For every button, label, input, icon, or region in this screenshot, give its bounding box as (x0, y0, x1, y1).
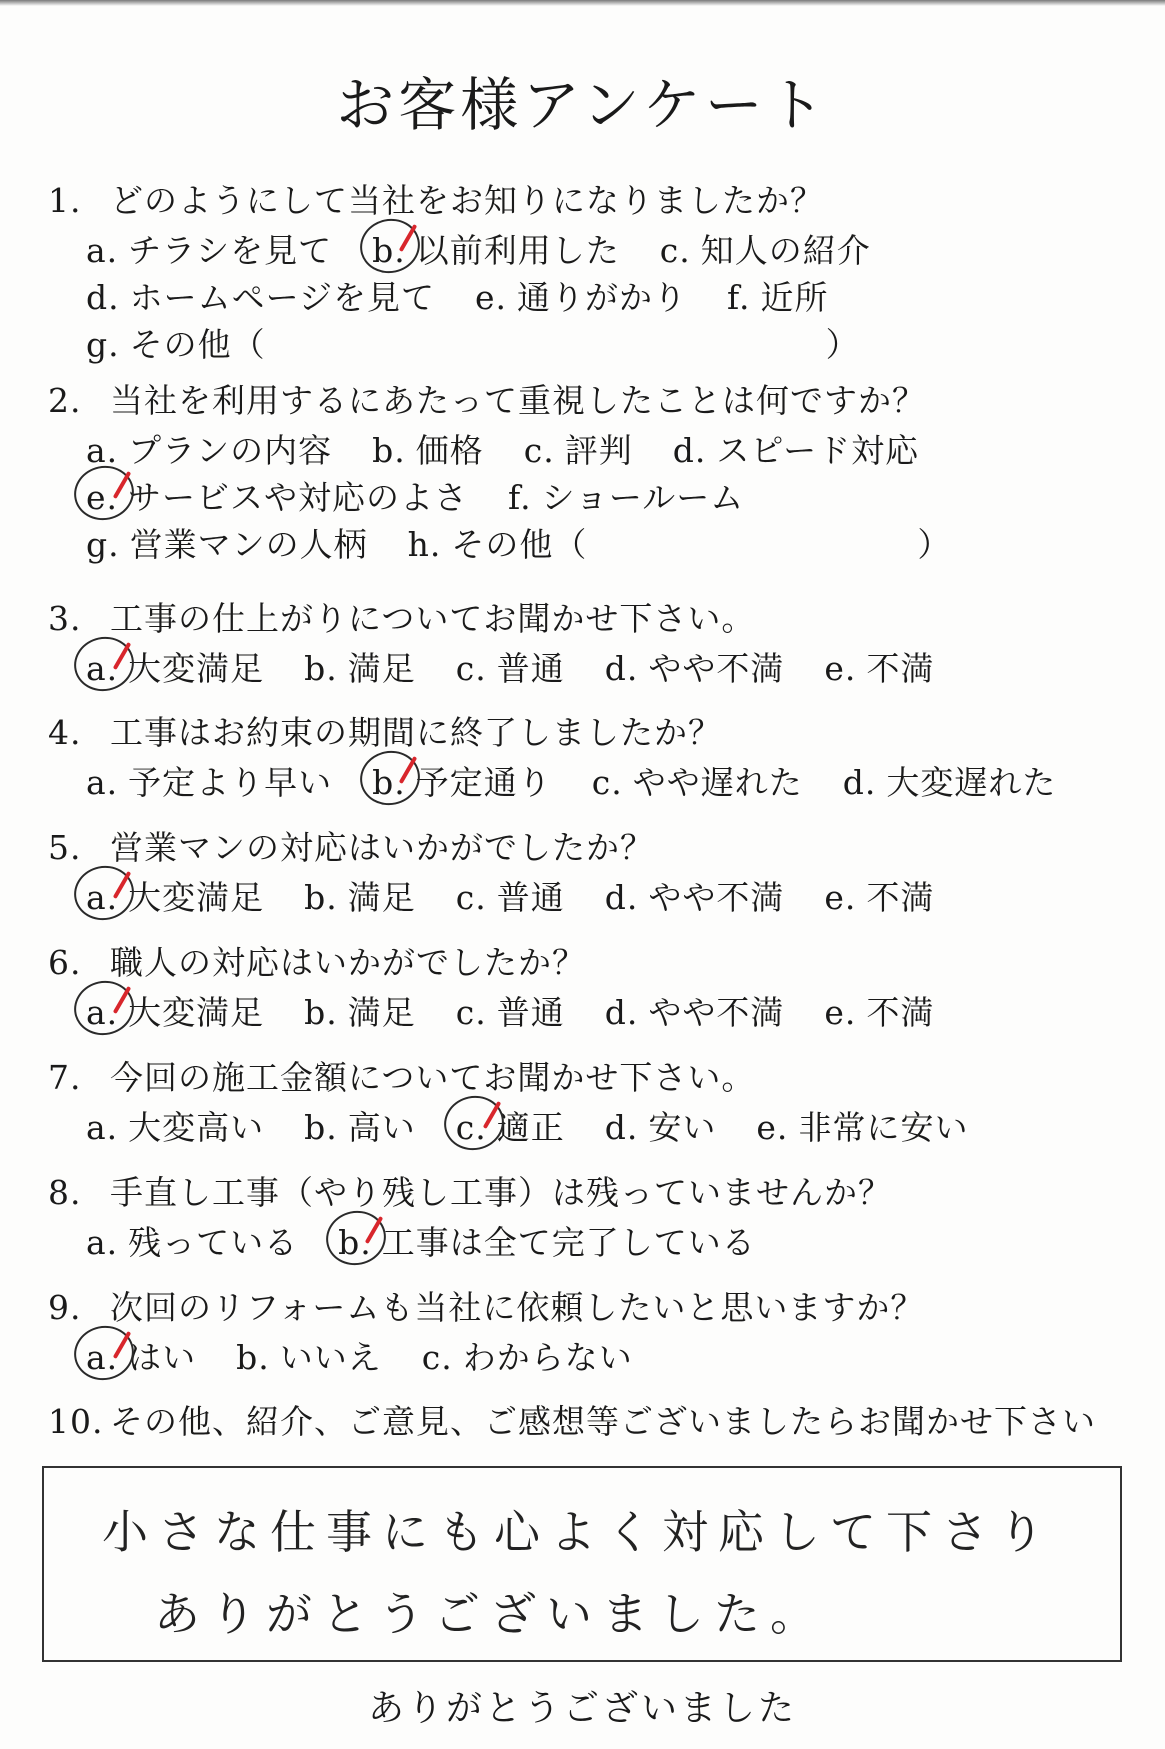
option-letter: c. (591, 763, 623, 802)
option[interactable] (660, 225, 871, 272)
option-letter: h. (407, 525, 442, 564)
option-label: 価格 (415, 431, 484, 470)
question-number: 4. (48, 713, 82, 752)
option[interactable] (86, 519, 368, 566)
option-label: サービスや対応のよさ (128, 478, 469, 517)
option[interactable] (86, 225, 332, 272)
question-text: 手直し工事（やり残し工事）は残っていませんか？ (110, 1173, 892, 1212)
option-letter: a. (86, 1108, 119, 1147)
option-selected[interactable] (86, 643, 264, 690)
option[interactable] (372, 425, 484, 472)
option-letter: a. (86, 1223, 119, 1262)
option-label: 高い (347, 1108, 416, 1147)
option-row (86, 319, 900, 366)
option-letter: b. (372, 431, 406, 470)
option-label: 工事は全て完了している (381, 1223, 756, 1262)
option-letter: b. (236, 1338, 270, 1377)
option-label: 適正 (496, 1108, 565, 1147)
option-letter: d. (604, 649, 639, 688)
option[interactable] (605, 872, 785, 919)
question-7 (48, 1052, 755, 1099)
option-row (86, 472, 784, 519)
option-letter: d. (604, 1108, 639, 1147)
option-label: 営業マンの人柄 (129, 525, 368, 564)
thank-you-footer: ありがとうございました (367, 1688, 797, 1729)
option-label: その他（ (129, 325, 266, 364)
question-10 (48, 1396, 1096, 1443)
question-6 (48, 937, 586, 984)
option-label: わからない (462, 1338, 633, 1377)
option[interactable] (824, 872, 934, 919)
question-number: 3. (48, 599, 82, 638)
option-letter: c. (455, 993, 487, 1032)
option[interactable] (824, 987, 934, 1034)
option-letter: a. (86, 431, 119, 470)
question-text: 職人の対応はいかがでしたか？ (110, 943, 586, 982)
option-row (86, 425, 959, 472)
option-row (86, 757, 1096, 804)
option-selected[interactable] (86, 987, 264, 1034)
option-selected[interactable] (86, 1332, 196, 1379)
option[interactable] (824, 643, 934, 690)
question-2 (48, 375, 926, 422)
scan-edge (0, 0, 1165, 6)
option-letter: a. (86, 649, 119, 688)
option-label: ショールーム (541, 478, 745, 517)
handwritten-comment-line-1: 小さな仕事にも心よく対応して下さり (102, 1505, 1054, 1559)
option-selected[interactable] (456, 1102, 565, 1149)
option[interactable] (86, 757, 332, 804)
option-letter: f. (508, 478, 532, 517)
option-letter: d. (86, 278, 120, 317)
option-label: 大変遅れた (886, 763, 1057, 802)
question-number: 1. (48, 181, 82, 220)
option-label: いいえ (279, 1338, 382, 1377)
option-letter: b. (372, 231, 406, 270)
option-label: 予定より早い (128, 763, 333, 802)
option[interactable] (304, 987, 416, 1034)
option[interactable] (86, 1217, 298, 1264)
question-text: 次回のリフォームも当社に依頼したいと思いますか？ (110, 1288, 925, 1327)
question-text: 工事の仕上がりについてお聞かせ下さい。 (110, 599, 756, 638)
option-letter: e. (824, 878, 857, 917)
option-letter: b. (304, 993, 338, 1032)
option-letter: c. (455, 1108, 487, 1147)
option-row (86, 872, 974, 919)
option-letter: d. (842, 763, 877, 802)
close-paren: ） (917, 525, 952, 564)
question-3 (48, 593, 755, 640)
comment-box[interactable] (42, 1466, 1122, 1662)
option-row (86, 643, 974, 690)
option-row (86, 987, 974, 1034)
option-letter: d. (672, 431, 707, 470)
option[interactable] (592, 757, 803, 804)
page-title: お客様アンケート (336, 71, 829, 139)
option[interactable] (475, 272, 687, 319)
question-9 (48, 1282, 924, 1329)
option[interactable] (605, 643, 785, 690)
option-label: 大変満足 (128, 993, 265, 1032)
option-label: スピード対応 (716, 431, 920, 470)
option-label: 不満 (866, 649, 935, 688)
option[interactable] (304, 643, 416, 690)
option[interactable] (86, 425, 332, 472)
question-number: 10. (48, 1402, 104, 1441)
option-label: 満足 (347, 649, 416, 688)
option[interactable] (236, 1332, 382, 1379)
option[interactable] (456, 987, 565, 1034)
option-label: 大変高い (128, 1108, 265, 1147)
option-label: 以前利用した (415, 231, 620, 270)
option[interactable] (605, 987, 785, 1034)
option[interactable] (408, 519, 952, 566)
option[interactable] (304, 872, 416, 919)
option-label: チラシを見て (128, 231, 333, 270)
option-letter: g. (86, 525, 120, 564)
option-selected[interactable] (372, 225, 620, 272)
question-4 (48, 707, 722, 754)
question-text: 当社を利用するにあたって重視したことは何ですか？ (110, 381, 926, 420)
option-row (86, 272, 869, 319)
option-label: 予定通り (415, 763, 552, 802)
option[interactable] (843, 757, 1057, 804)
question-5 (48, 822, 654, 869)
option[interactable] (524, 425, 633, 472)
option-letter: b. (304, 649, 338, 688)
option[interactable] (304, 1102, 416, 1149)
option-selected[interactable] (86, 872, 264, 919)
option-label: やや不満 (648, 878, 785, 917)
option-label: やや不満 (648, 993, 785, 1032)
option-label: はい (128, 1338, 197, 1377)
option-label: 残っている (128, 1223, 299, 1262)
option[interactable] (422, 1332, 633, 1379)
option-letter: c. (455, 878, 487, 917)
option-selected[interactable] (372, 757, 552, 804)
option-letter: b. (304, 1108, 338, 1147)
option-letter: c. (659, 231, 691, 270)
option-label: プランの内容 (128, 431, 333, 470)
option-letter: e. (86, 478, 119, 517)
option-label: 通りがかり (517, 278, 687, 317)
option-row (86, 1102, 1008, 1149)
option[interactable] (756, 1102, 968, 1149)
question-text: 工事はお約束の期間に終了しましたか？ (110, 713, 722, 752)
question-text: 今回の施工金額についてお聞かせ下さい。 (110, 1058, 756, 1097)
question-number: 8. (48, 1173, 82, 1212)
option-label: 評判 (564, 431, 633, 470)
question-number: 6. (48, 943, 82, 982)
option[interactable] (508, 472, 744, 519)
close-paren: ） (825, 325, 860, 364)
option-label: 近所 (760, 278, 829, 317)
option-selected[interactable] (86, 472, 468, 519)
option-label: 普通 (496, 993, 565, 1032)
option-label: 満足 (347, 878, 416, 917)
option[interactable] (86, 1102, 264, 1149)
option-label: 満足 (347, 993, 416, 1032)
option-label: 大変満足 (128, 649, 265, 688)
option-row (86, 225, 911, 272)
option[interactable] (456, 643, 565, 690)
question-8 (48, 1167, 892, 1214)
option-letter: f. (727, 278, 751, 317)
option-letter: c. (421, 1338, 453, 1377)
option[interactable] (86, 319, 860, 366)
question-number: 7. (48, 1058, 82, 1097)
option[interactable] (605, 1102, 717, 1149)
question-text: どのようにして当社をお知りになりましたか？ (110, 181, 824, 220)
option-letter: a. (86, 993, 119, 1032)
question-text: その他、紹介、ご意見、ご感想等ございましたらお聞かせ下さい (110, 1402, 1096, 1441)
option-letter: a. (86, 763, 119, 802)
option-row (86, 519, 991, 566)
option-letter: e. (824, 649, 857, 688)
option-label: やや遅れた (632, 763, 803, 802)
option-label: 大変満足 (128, 878, 265, 917)
option-letter: e. (474, 278, 507, 317)
option-letter: d. (604, 993, 639, 1032)
option-selected[interactable] (338, 1217, 756, 1264)
option-label: ホームページを見て (129, 278, 435, 317)
option[interactable] (86, 272, 435, 319)
option-letter: c. (523, 431, 555, 470)
option-letter: a. (86, 878, 119, 917)
option-label: 普通 (496, 649, 565, 688)
option-label: その他（ (451, 525, 588, 564)
option-label: やや不満 (648, 649, 785, 688)
option-letter: a. (86, 1338, 119, 1377)
option-label: 安い (648, 1108, 717, 1147)
handwritten-comment-line-2: ありがとうございました。 (154, 1587, 826, 1641)
option-letter: a. (86, 231, 119, 270)
option-letter: b. (304, 878, 338, 917)
option[interactable] (456, 872, 565, 919)
question-text: 営業マンの対応はいかがでしたか？ (110, 828, 654, 867)
option-letter: b. (372, 763, 406, 802)
option-letter: e. (824, 993, 857, 1032)
option-letter: g. (86, 325, 120, 364)
option[interactable] (673, 425, 919, 472)
question-number: 5. (48, 828, 82, 867)
option[interactable] (727, 272, 829, 319)
option-label: 不満 (866, 878, 935, 917)
option-label: 知人の紹介 (700, 231, 871, 270)
option-label: 普通 (496, 878, 565, 917)
option-letter: e. (756, 1108, 789, 1147)
option-row (86, 1332, 673, 1379)
question-number: 2. (48, 381, 82, 420)
option-letter: d. (604, 878, 639, 917)
question-number: 9. (48, 1288, 82, 1327)
option-letter: b. (338, 1223, 372, 1262)
option-row (86, 1217, 796, 1264)
question-1 (48, 175, 824, 222)
option-label: 不満 (866, 993, 935, 1032)
option-label: 非常に安い (798, 1108, 969, 1147)
option-letter: c. (455, 649, 487, 688)
